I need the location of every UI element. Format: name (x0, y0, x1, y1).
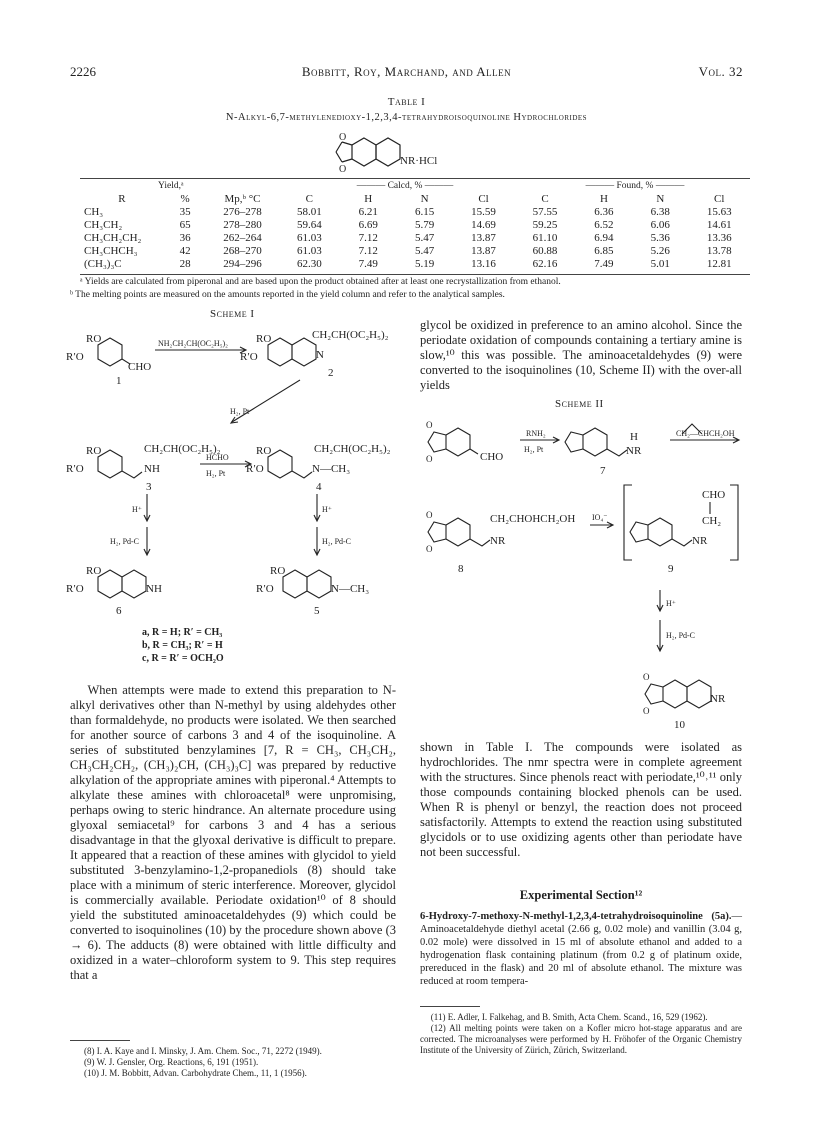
table-col-header: H (364, 193, 373, 205)
table-cell: 7.12 (358, 245, 378, 257)
s1-cho: CHO (128, 361, 152, 373)
table-cell: 58.01 (296, 206, 322, 218)
table-cell: 14.61 (706, 219, 732, 231)
footnote-10: (10) J. M. Bobbitt, Advan. Carbohydrate Chem., 11, 1 (1956). (84, 1068, 307, 1078)
table-cell: 61.03 (296, 232, 322, 244)
scheme2-diagram (420, 410, 750, 730)
s1-nh: NH (144, 463, 160, 475)
s1-ro-3: RO (86, 445, 102, 457)
table-cell: 61.10 (532, 232, 558, 244)
svg-text:O: O (643, 706, 650, 716)
s2-c8: 8 (458, 563, 464, 575)
legend-a: a, R = H; R′ = CH₃ (142, 627, 223, 638)
table-footnote-a: ᵃ Yields are calculated from piperonal and are based upon the product obtained after at least one recrystallization from ethanol. (80, 277, 561, 287)
s1-r1o-3: R′O (66, 463, 84, 475)
svg-text:O: O (426, 454, 433, 464)
table-cell: 15.63 (706, 206, 732, 218)
scheme2-title: Scheme II (555, 398, 604, 410)
found-group-header: ——— Found, % ——— (585, 181, 685, 191)
footnote-11: (11) E. Adler, I. Falkehag, and B. Smith, Acta Chem. Scand., 16, 529 (1962). (430, 1012, 708, 1022)
table-cell: (CH₃)₃C (84, 258, 122, 270)
s2-c10: 10 (674, 719, 685, 730)
s2-io4: IO₄⁻ (592, 513, 608, 522)
table-cell: 13.87 (471, 245, 496, 257)
svg-text:O: O (339, 132, 347, 143)
s1-ro-4: RO (256, 445, 272, 457)
experimental-text: —Aminoacetaldehyde diethyl acetal (2.66 g, 0.02 mole) and vanillin (3.04 g, 0.02 mole) were dissolved in 15 ml of absolute ethanol and added to a hydrogenation flask containing platinum (from 0.2 g of platinum oxide, prereduced in the flask) and 20 ml of absolute ethanol. The mixture was reduced at room tempera- (420, 911, 742, 987)
svg-text:O: O (643, 672, 650, 682)
table-cell: 28 (179, 258, 191, 270)
left-paragraph: When attempts were made to extend this preparation to N-alkyl derivatives other than N-methyl by using aldehydes other than formaldehyde, no products were isolated. We then searched for another source of carbons 3 and 4 of the isoquinoline. A series of substituted benzylamines [7, R = CH₃, CH₃CH₂, CH₃CH₂CH₂, (CH₃)₂CH, (CH₃)₃C] was prepared by reductive alkylation of the appropriate amines with piperonal.⁴ Attempts to alkylate these amines with chloroacetal⁸ were unpromising, perhaps owing to steric hindrance. An alternate procedure using glyoxal semiacetal⁹ for carbons 3 and 4 has a serious disadvantage in that the glyoxal derivative is difficult to prepare. It appeared that a reaction of these amines with glycidol to yield substituted 3-benzylamino-1,2-propanediols (8) should take place with a minimum of steric interference. Moreover, glycidol is commercially available. Periodate oxidation¹⁰ of 8 should yield the substituted aminoacetaldehydes (9) which could be converted to isoquinolines (10) by the procedure shown above (3 → 6). The adducts (8) were obtained with little difficulty and oxidized in a water–chloroform system to 9. This step requires that a (70, 683, 396, 982)
table-col-header: Cl (714, 193, 725, 205)
table-top-rule (80, 178, 750, 179)
s1-r1o-6: R′O (66, 583, 84, 595)
table-cell: 6.85 (594, 245, 614, 257)
s2-nr-8: NR (490, 535, 506, 547)
table-row (80, 258, 750, 271)
s1-ro-2: RO (256, 333, 272, 345)
table-cell: 12.81 (706, 258, 732, 270)
table-col-header: % (180, 193, 190, 205)
table-cell: 14.69 (471, 219, 496, 231)
s1-hplus-1: H⁺ (132, 505, 142, 514)
table-cell: 6.15 (414, 206, 435, 218)
table-cell: 36 (179, 232, 191, 244)
table-bottom-rule (80, 274, 750, 275)
s1-h2pt2: H₂, Pt (206, 469, 226, 478)
table-cell: 5.26 (650, 245, 670, 257)
experimental-heading: Experimental Section¹² (519, 888, 643, 902)
table-cell: 262–264 (223, 232, 262, 244)
s2-ald-cho: CHO (702, 489, 726, 501)
svg-text:O: O (426, 420, 433, 430)
s1-h2pdc-2: H₂, Pd-C (322, 537, 352, 546)
structure-label: NR·HCl (400, 155, 438, 167)
table-cell: 5.19 (414, 258, 435, 270)
s2-glycidol: CH₂—CHCH₂OH (676, 429, 735, 438)
table-cell: 7.49 (594, 258, 614, 270)
table-cell: 294–296 (223, 258, 262, 270)
table-cell: 6.21 (358, 206, 378, 218)
table-col-header: Cl (478, 193, 489, 205)
table-row (80, 232, 750, 245)
left-column-text (70, 683, 396, 983)
s2-c7: 7 (600, 465, 606, 477)
table-cell: 5.36 (650, 232, 670, 244)
table-cell: 276–278 (223, 206, 262, 218)
table-cell: 6.06 (650, 219, 670, 231)
table-col-header: Mp,ᵇ °C (224, 193, 261, 205)
table-cell: 5.79 (414, 219, 435, 231)
s1-c5: 5 (314, 605, 320, 617)
s2-c9: 9 (668, 563, 674, 575)
s2-diol: CH₂CHOHCH₂OH (490, 513, 576, 525)
s2-hplus: H⁺ (666, 599, 676, 608)
s2-rnh2: RNH₂ (526, 429, 546, 438)
s2-nr-9: NR (692, 535, 708, 547)
table-cell: CH₃ (84, 206, 104, 218)
s2-h2pt: H₂, Pt (524, 445, 544, 454)
table-cell: 6.38 (650, 206, 670, 218)
table-cell: 6.69 (358, 219, 378, 231)
yield-header: Yield,ᵃ (158, 181, 184, 191)
table-row (80, 206, 750, 219)
s2-h: H (630, 431, 638, 443)
s1-r1o-2: R′O (240, 351, 258, 363)
table-cell: 6.52 (594, 219, 614, 231)
table-cell: 278–280 (223, 219, 262, 231)
s1-acetal-2: CH₂CH(OC₂H₅)₂ (312, 329, 389, 341)
running-authors: Bobbitt, Roy, Marchand, and Allen (301, 64, 512, 79)
footnote-rule-right (420, 1006, 480, 1007)
scheme1-title: Scheme I (210, 308, 255, 320)
footnotes-left (84, 1046, 404, 1079)
s1-c3: 3 (146, 481, 152, 493)
s1-reagent1: NH₂CH₂CH(OC₂H₅)₂ (158, 339, 228, 348)
table-cell: 59.64 (296, 219, 322, 231)
svg-text:O: O (339, 164, 347, 175)
table-cell: 59.25 (532, 219, 558, 231)
table-cell: 5.47 (414, 232, 435, 244)
table-row (80, 219, 750, 232)
s1-r1o-5: R′O (256, 583, 274, 595)
table-col-header: H (599, 193, 608, 205)
s2-ch2: CH₂ (702, 515, 722, 527)
calcd-group-header: ——— Calcd, % ——— (356, 181, 454, 191)
s1-h2pt: H₂, Pt (230, 407, 250, 416)
s1-ro-6: RO (86, 565, 102, 577)
s1-r1o-1: R′O (66, 351, 84, 363)
table-cell: 13.87 (471, 232, 496, 244)
s1-hcho: HCHO (206, 453, 229, 462)
s1-hplus-2: H⁺ (322, 505, 332, 514)
table-cell: 42 (179, 245, 191, 257)
table-row (80, 245, 750, 258)
table-footnote-b: ᵇ The melting points are measured on the amounts reported in the yield column and refer to the analytical samples. (70, 290, 505, 300)
footnote-9: (9) W. J. Gensler, Org. Reactions, 6, 191 (1951). (84, 1057, 259, 1067)
table-cell: 13.36 (706, 232, 732, 244)
svg-text:O: O (426, 544, 433, 554)
s1-c1: 1 (116, 375, 122, 387)
s1-r1o-4: R′O (246, 463, 264, 475)
s1-acetal-3: CH₂CH(OC₂H₅)₂ (144, 443, 221, 455)
table-cell: 62.16 (532, 258, 558, 270)
s1-nh-6: NH (146, 583, 162, 595)
tetrahydroisoquinoline-structure (330, 128, 490, 178)
s1-n-ch3-5: N—CH₃ (331, 583, 370, 595)
table-cell: 15.59 (471, 206, 496, 218)
table-cell: CH₃CHCH₃ (84, 245, 138, 257)
s1-n: N (316, 349, 324, 361)
table-label: Table I (387, 96, 426, 108)
scheme1-diagram (60, 322, 400, 672)
table-cell: 60.88 (532, 245, 558, 257)
table-header-row (80, 193, 750, 206)
table-cell: 61.03 (296, 245, 322, 257)
table-col-header: C (305, 193, 313, 205)
table-col-header: C (541, 193, 549, 205)
table-cell: 6.94 (594, 232, 614, 244)
table-col-header: N (420, 193, 429, 205)
footnotes-right (420, 1012, 742, 1056)
scheme1-legend (142, 626, 224, 665)
table-cell: 62.30 (296, 258, 322, 270)
experimental-paragraph (420, 910, 742, 988)
analysis-table (80, 193, 750, 271)
legend-b: b, R = CH₃; R′ = H (142, 640, 223, 651)
table-title: N-Alkyl-6,7-methylenedioxy-1,2,3,4-tetrahydroisoquinoline Hydrochlorides (225, 112, 588, 123)
s1-ro-5: RO (270, 565, 286, 577)
s1-h2pdc-1: H₂, Pd-C (110, 537, 140, 546)
legend-c: c, R = R′ = OCH₂O (142, 653, 224, 664)
table-cell: 7.12 (358, 232, 378, 244)
table-cell: 268–270 (223, 245, 262, 257)
table-cell: 5.47 (414, 245, 435, 257)
table-cell: 65 (179, 219, 191, 231)
page-number: 2226 (70, 64, 96, 79)
volume-label: Vol. 32 (698, 64, 743, 79)
s1-acetal-4: CH₂CH(OC₂H₅)₂ (314, 443, 391, 455)
s2-nr-7: NR (626, 445, 642, 457)
table-cell: 7.49 (358, 258, 378, 270)
s1-c4: 4 (316, 481, 322, 493)
table-cell: 5.01 (650, 258, 670, 270)
experimental-title: 6-Hydroxy-7-methoxy-N-methyl-1,2,3,4-tetrahydroisoquinoline (5a). (420, 911, 732, 922)
svg-text:O: O (426, 510, 433, 520)
s2-nr-10: NR (710, 693, 726, 705)
footnote-12: (12) All melting points were taken on a Kofler micro hot-stage apparatus and are corrected. The microanalyses were performed by H. Fröhofer of the Organic Chemistry Institute of the University of Zürich, Zürich, Switzerland. (420, 1023, 742, 1055)
table-cell: CH₃CH₂CH₂ (84, 232, 142, 244)
table-cell: 6.36 (594, 206, 614, 218)
table-col-header: R (118, 193, 126, 205)
s2-cho: CHO (480, 451, 504, 463)
s1-c6: 6 (116, 605, 122, 617)
right-column-top-text: glycol be oxidized in preference to an amino alcohol. Since the periodate oxidation of compounds containing a tertiary amine is slow,¹⁰ this was possible. The aminoacetaldehydes (9) were converted to the isoquinolines (10, Scheme II) with the over-all yields (420, 318, 742, 392)
s1-c2: 2 (328, 367, 334, 379)
footnote-8: (8) I. A. Kaye and I. Minsky, J. Am. Chem. Soc., 71, 2272 (1949). (84, 1046, 322, 1056)
footnote-rule-left (70, 1040, 130, 1041)
table-cell: 13.16 (471, 258, 496, 270)
table-cell: 13.78 (706, 245, 732, 257)
s1-ro-1: RO (86, 333, 102, 345)
right-column-mid-text: shown in Table I. The compounds were isolated as hydrochlorides. The nmr spectra were in complete agreement with the structures. Since phenols react with periodate,¹⁰˒¹¹ only those compounds containing blocked phenols can be used. When R is phenyl or benzyl, the reaction does not proceed satisfactorily. Attempts to extend the reaction using substituted glycidols or to use oxidizing agents other than periodate have not been successful. (420, 740, 742, 859)
table-cell: 57.55 (532, 206, 558, 218)
s2-h2pdc: H₂, Pd-C (666, 631, 696, 640)
table-cell: 35 (179, 206, 191, 218)
table-col-header: N (656, 193, 665, 205)
s1-n-ch3: N—CH₃ (312, 463, 351, 475)
table-cell: CH₃CH₂ (84, 219, 123, 231)
